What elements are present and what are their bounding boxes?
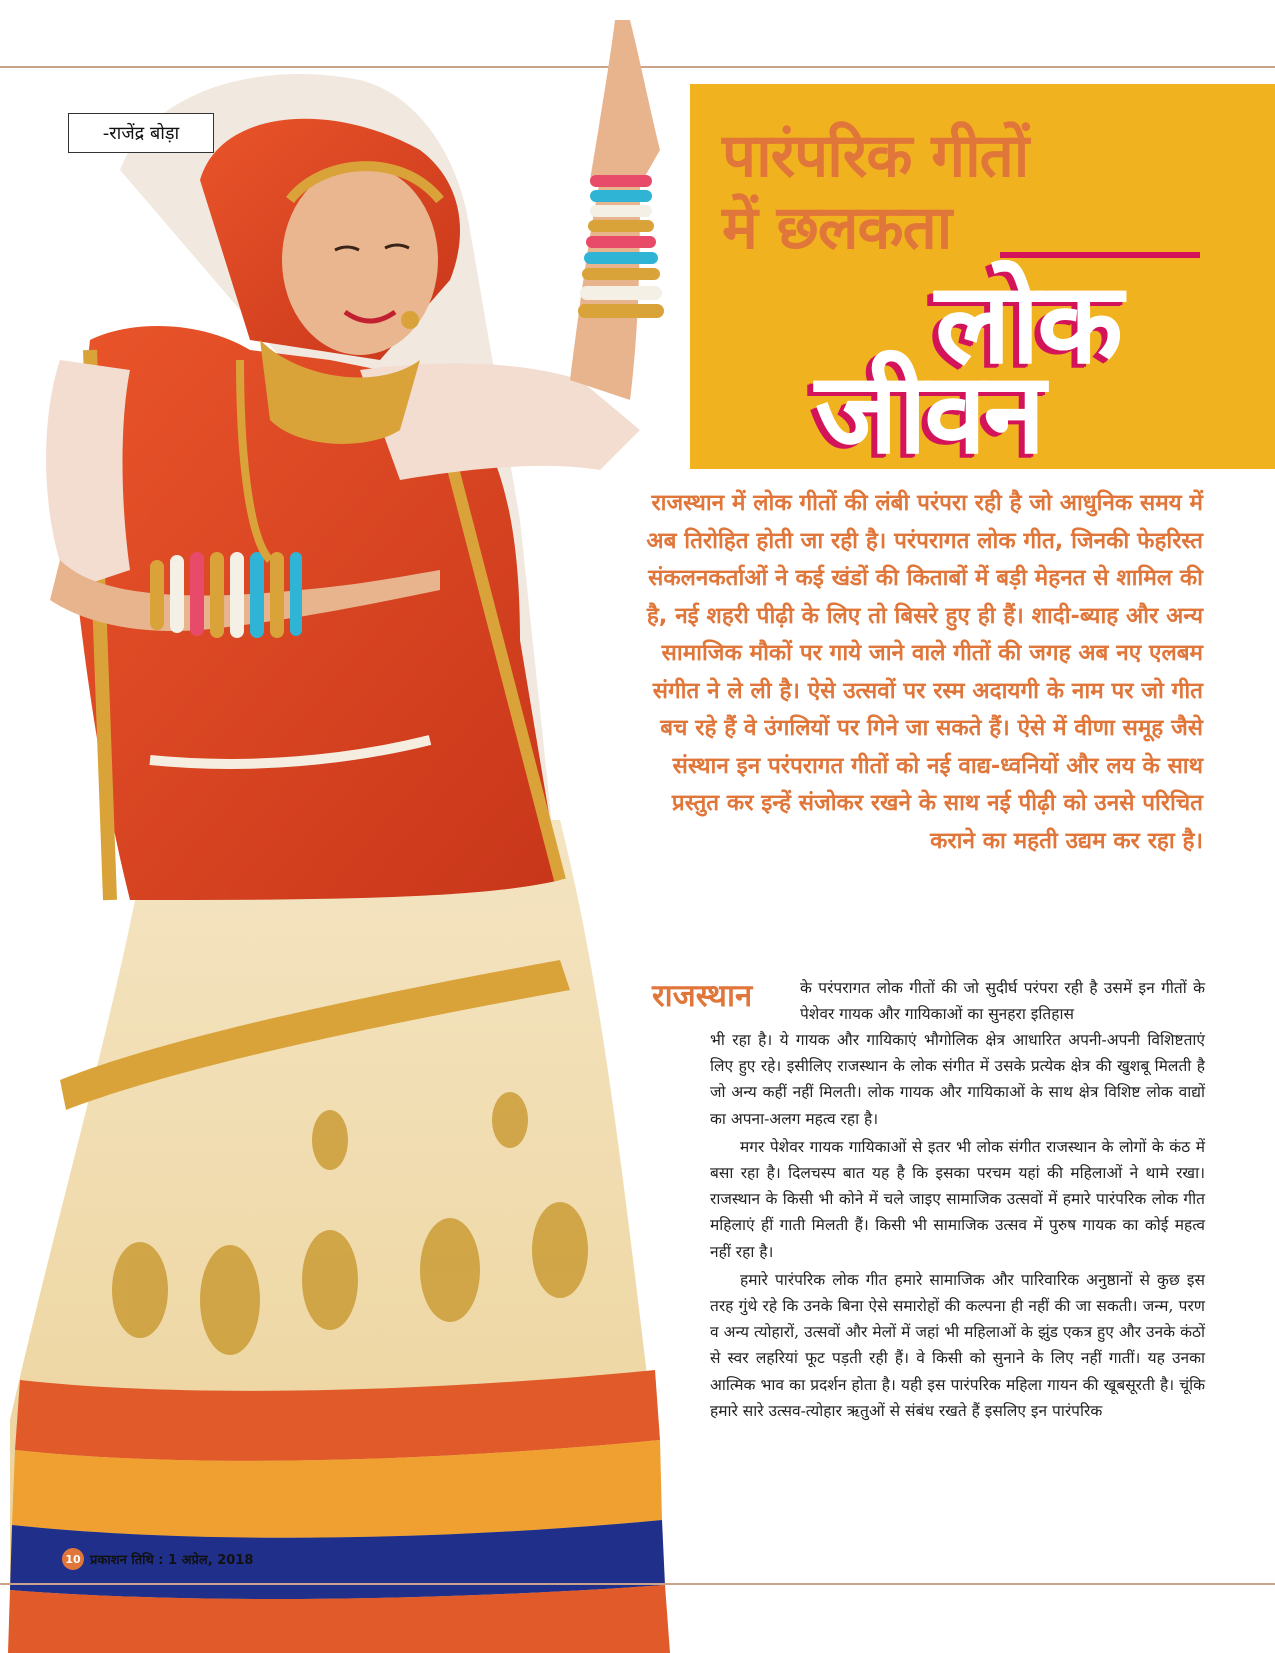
body-paragraph-1: भी रहा है। ये गायक और गायिकाएं भौगोलिक क्षेत्र आधारित अपनी-अपनी विशिष्टताएं लिए हुए रहे। इसीलिए राजस्थान के लोक संगीत में उसके प्रत्येक क्षेत्र की खुशबू मिलती है जो अन्य कहीं नहीं मिलती। लोक गायक और गायिकाओं के साथ क्षेत्र विशिष्ट लोक वाद्यों का अपना-अलग महत्व रहा है। [710, 1031, 1205, 1128]
headline-big-word-2: जीवन [815, 349, 1043, 479]
headline-line-1: पारंपरिक गीतों [722, 121, 1029, 191]
bottom-rule [0, 1583, 1275, 1585]
page-footer [62, 1548, 253, 1570]
body-paragraph-2: मगर पेशेवर गायक गायिकाओं से इतर भी लोक संगीत राजस्थान के लोगों के कंठ में बसा रहा है। दिलचस्प बात यह है कि इसका परचम यहां की महिलाओं ने थामे रखा। राजस्थान के किसी भी कोने में चले जाइए सामाजिक उत्सवों में हमारे पारंपरिक लोक गीत महिलाएं हीं गाती मिलती हैं। किसी भी सामाजिक उत्सव में पुरुष गायक का कोई महत्व नहीं रहा है। [710, 1137, 1205, 1261]
lead-word: राजस्थान [652, 978, 753, 1014]
headline-big-word-1: लोक [935, 259, 1120, 389]
headline-line-2: में छलकता [722, 193, 952, 263]
intro-paragraph: राजस्थान में लोक गीतों की लंबी परंपरा रही है जो आधुनिक समय में अब तिरोहित होती जा रही है। परंपरागत लोक गीत, जिनकी फेहरिस्त संकलनकर्ताओं ने कई खंडों की किताबों में बड़ी मेहनत से शामिल की है, नई शहरी पीढ़ी के लिए तो बिसरे हुए ही हैं। शादी-ब्याह और अन्य सामाजिक मौकों पर गाये जाने वाले गीतों की जगह अब नए एलबम संगीत ने ले ली है। ऐसे उत्सवों पर रस्म अदायगी के नाम पर जो गीत बच रहे हैं वे उंगलियों पर गिने जा सकते हैं। ऐसे में वीणा समूह जैसे संस्थान इन परंपरागत गीतों को नई वाद्य-ध्वनियों और लय के साथ प्रस्तुत कर इन्हें संजोकर रखने के साथ नई पीढ़ी को उनसे परिचित कराने का महती उद्यम कर रहा है। [646, 490, 1203, 854]
lead-lines: के परंपरागत लोक गीतों की जो सुदीर्घ परंपरा रही है उसमें इन गीतों के पेशेवर गायक और गायिकाओं का सुनहरा इतिहास [800, 979, 1205, 1024]
body-paragraph-3: हमारे पारंपरिक लोक गीत हमारे सामाजिक और पारिवारिक अनुष्ठानों से कुछ इस तरह गुंथे रहे कि उनके बिना ऐसे समारोहों की कल्पना ही नहीं की जा सकती। जन्म, परण व अन्य त्योहारों, उत्सवों और मेलों में जहां भी महिलाओं के झुंड एकत्र हुए और उनके कंठों से स्वर लहरियां फूट पड़ती रही हैं। वे किसी को सुनाने के लिए नहीं गातीं। यह उनका आत्मिक भाव का प्रदर्शन होता है। यही इस पारंपरिक महिला गायन की खूबसूरती है। चूंकि हमारे सारे उत्सव-त्योहार ऋतुओं से संबंध रखते हैं इसलिए इन पारंपरिक [710, 1270, 1205, 1420]
page-number: 10 [62, 1548, 84, 1570]
article-body [710, 1027, 1205, 1424]
publication-date: प्रकाशन तिथि : 1 अप्रेल, 2018 [90, 1553, 254, 1568]
author-byline: -राजेंद्र बोड़ा [68, 113, 214, 153]
